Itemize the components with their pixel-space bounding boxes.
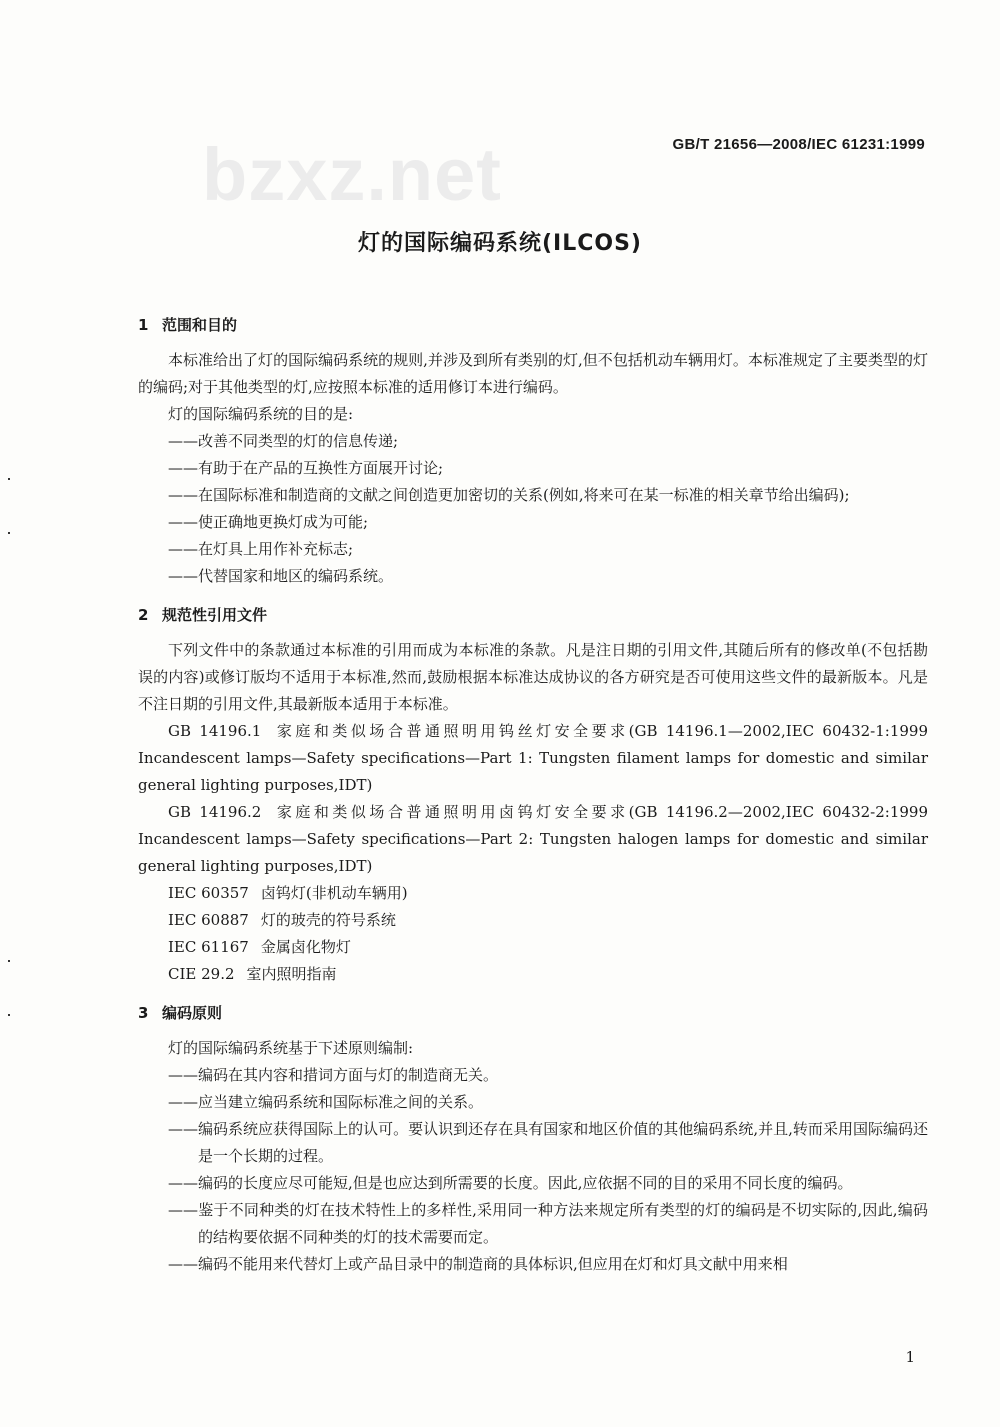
list-item: ——编码的长度应尽可能短,但是也应达到所需要的长度。因此,应依据不同的目的采用不同长度的编码。	[168, 1174, 853, 1192]
scan-mark	[8, 478, 10, 480]
section-heading: 1 范围和目的	[138, 316, 238, 334]
list-item: ——编码系统应获得国际上的认可。要认识到还存在具有国家和地区价值的其他编码系统,并且,转而采用国际编码还是一个长期的过程。	[168, 1120, 928, 1165]
section-1	[138, 312, 928, 590]
paragraph: 灯的国际编码系统的目的是:	[168, 405, 354, 423]
scan-mark	[8, 1014, 10, 1016]
list-item: ——改善不同类型的灯的信息传递;	[168, 432, 399, 450]
list-item: ——应当建立编码系统和国际标准之间的关系。	[168, 1093, 484, 1111]
list-item: ——在国际标准和制造商的文献之间创造更加密切的关系(例如,将来可在某一标准的相关章节给出编码);	[168, 486, 850, 504]
list-item: ——代替国家和地区的编码系统。	[168, 567, 394, 585]
section-heading: 2 规范性引用文件	[138, 606, 268, 624]
standard-number: GB/T 21656—2008/IEC 61231:1999	[672, 136, 925, 153]
page-number: 1	[905, 1348, 915, 1366]
reference-item: CIE 29.2 室内照明指南	[168, 965, 337, 983]
list-item: ——有助于在产品的互换性方面展开讨论;	[168, 459, 444, 477]
reference-item: IEC 60357 卤钨灯(非机动车辆用)	[168, 884, 408, 902]
document-title: 灯的国际编码系统(ILCOS)	[357, 231, 642, 256]
paragraph: 灯的国际编码系统基于下述原则编制:	[168, 1039, 414, 1057]
watermark: bzxz.net	[202, 133, 502, 216]
list-item: ——使正确地更换灯成为可能;	[168, 513, 369, 531]
reference-item: IEC 60887 灯的玻壳的符号系统	[168, 911, 396, 929]
reference-item: GB 14196.1 家庭和类似场合普通照明用钨丝灯安全要求(GB 14196.1—2002,IEC 60432-1:1999 Incandescent lamps—Safety specifications—Part 1: Tungsten filament lamps for domestic and similar general lighting purposes,IDT)	[138, 722, 928, 794]
paragraph: 本标准给出了灯的国际编码系统的规则,并涉及到所有类别的灯,但不包括机动车辆用灯。本标准规定了主要类型的灯的编码;对于其他类型的灯,应按照本标准的适用修订本进行编码。	[138, 351, 928, 396]
paragraph: 下列文件中的条款通过本标准的引用而成为本标准的条款。凡是注日期的引用文件,其随后所有的修改单(不包括勘误的内容)或修订版均不适用于本标准,然而,鼓励根据本标准达成协议的各方研究是否可使用这些文件的最新版本。凡是不注日期的引用文件,其最新版本适用于本标准。	[138, 641, 928, 713]
list-item: ——在灯具上用作补充标志;	[168, 540, 354, 558]
list-item: ——鉴于不同种类的灯在技术特性上的多样性,采用同一种方法来规定所有类型的灯的编码是不切实际的,因此,编码的结构要依据不同种类的灯的技术需要而定。	[168, 1201, 928, 1246]
document-body	[138, 312, 928, 1278]
scan-mark	[8, 960, 10, 962]
reference-item: IEC 61167 金属卤化物灯	[168, 938, 351, 956]
section-2	[138, 602, 928, 988]
section-heading: 3 编码原则	[138, 1004, 223, 1022]
list-item: ——编码不能用来代替灯上或产品目录中的制造商的具体标识,但应用在灯和灯具文献中用来相	[168, 1255, 788, 1273]
reference-item: GB 14196.2 家庭和类似场合普通照明用卤钨灯安全要求(GB 14196.2—2002,IEC 60432-2:1999 Incandescent lamps—Safety specifications—Part 2: Tungsten halogen lamps for domestic and similar general lighting purposes,IDT)	[138, 803, 928, 875]
section-3	[138, 1000, 928, 1278]
list-item: ——编码在其内容和措词方面与灯的制造商无关。	[168, 1066, 499, 1084]
scan-mark	[8, 532, 10, 534]
